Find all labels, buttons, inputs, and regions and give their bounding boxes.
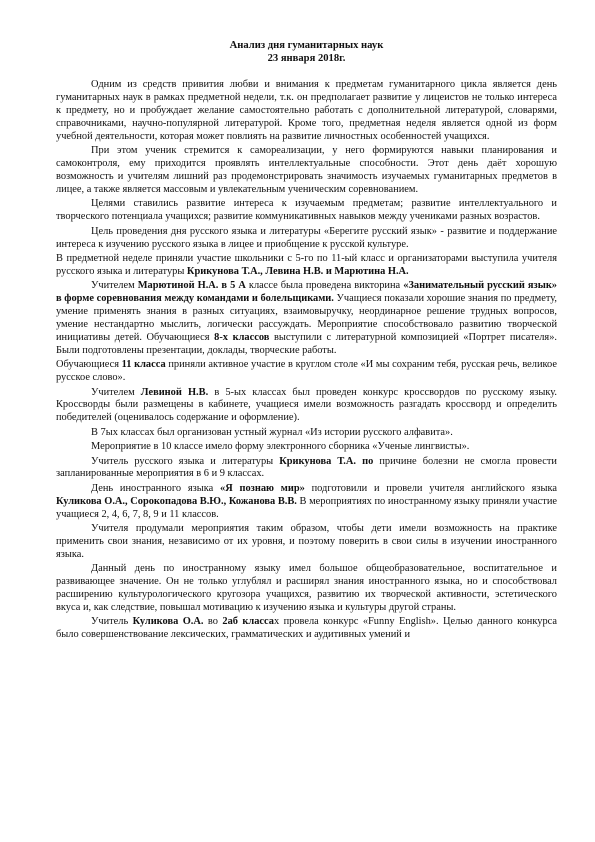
p15-teacher: Куликова О.А.: [132, 616, 204, 628]
document-title: [56, 40, 557, 65]
p6-text-f: Учащиеся показали хорошие знания по предмету, умение применять знания в разных ситуациях, взаимовыручку, неординарное решение трудных вопросов, умение нестандартно мыслить, логически рассуждать. Мероприятие способствовало развитию творческой инициативы детей. Обучающиеся: [56, 293, 557, 343]
p6-text-a: Учителем: [91, 280, 138, 292]
p12-text-c: подготовили и провели учителя английского языка: [304, 482, 557, 494]
paragraph-10: Мероприятие в 10 классе имело форму электронного сборника «Ученые лингвисты».: [91, 441, 470, 453]
p7-grade: 11 класса: [121, 359, 166, 371]
p15-grade: 2аб класса: [222, 616, 274, 628]
p11-text-c: причине болезни не смогла провести запланированные мероприятия в 6 и 9 классах.: [56, 455, 557, 480]
p6-quiz-name: «Занимательный русский язык»: [403, 280, 557, 292]
p6-text-h: выступили с литературной композицией «Портрет писателя». Были подготовлены презентации, доклады, творческие работы.: [56, 331, 557, 356]
p12-teachers: Куликова О.А., Сорокопадова В.Ю., Кожанова В.В.: [56, 495, 297, 507]
p12-text-e: В мероприятиях по иностранному языку приняли участие учащиеся 2, 4, 6, 7, 8, 9 и 11 классов.: [56, 495, 557, 520]
title-line-1: Анализ дня гуманитарных наук: [229, 40, 384, 51]
p5-text: В предметной неделе приняли участие школьники с 5-го по 11-ый класс и организаторами выступила учителя русского языка и литературы: [56, 252, 557, 277]
p12-event-name: «Я познаю мир»: [220, 482, 305, 494]
paragraph-13: Учителя продумали мероприятия таким образом, чтобы дети имели возможность на практике применить свои знания, независимо от их уровня, и поэтому поверить в свои силы в изучении иностранного языка.: [56, 523, 557, 560]
p8-text-c: в 5-ых классах был проведен конкурс кроссвордов по русскому языку. Кроссворды были размещены в кабинете, учащиеся имели возможность разгадать кроссворд и определить победителей (оценивалось содержание и оформление).: [56, 386, 557, 424]
paragraph-3: Целями ставились развитие интереса к изучаемым предметам; развитие интеллектуального и творческого потенциала учащихся; развитие коммуникативных навыков между учениками разных возрастов.: [56, 198, 557, 223]
p6-text-c: классе была проведена викторина: [245, 280, 404, 292]
paragraph-11: [56, 456, 557, 482]
p6-teacher-class: Марютиной Н.А. в 5 А: [137, 280, 246, 292]
paragraph-8: [56, 387, 557, 426]
p15-text-c: во: [203, 616, 223, 628]
paragraph-15: [56, 616, 557, 642]
paragraph-5: [56, 253, 557, 279]
p15-text-e: х провела конкурс «Funny English». Целью данного конкурса было совершенствование лексических, грамматических и аудитивных умений и: [56, 616, 557, 641]
paragraph-7: [56, 359, 557, 385]
paragraph-12: [56, 483, 557, 522]
title-line-2: 23 января 2018г.: [267, 52, 346, 64]
paragraph-6: [56, 280, 557, 357]
p11-text-a: Учитель русского языка и литературы: [91, 455, 280, 467]
p8-teacher: Левиной Н.В.: [140, 386, 209, 398]
paragraph-9: В 7ых классах был организован устный журнал «Из истории русского алфавита».: [91, 426, 453, 438]
p15-text-a: Учитель: [91, 616, 133, 628]
p12-text-a: День иностранного языка: [91, 482, 221, 494]
p5-teachers: Крикунова Т.А., Левина Н.В. и Марютина Н.А.: [186, 265, 409, 277]
paragraph-1: Одним из средств привития любви и внимания к предметам гуманитарного цикла является день гуманитарных наук в рамках предметной недели, т.к. он предполагает развитие у лицеистов не только интереса к предмету, но и пробуждает желание самостоятельно работать с дополнительной литературой, словарями, справочниками, научно-популярной литературой. Кроме того, предметная неделя является одной из форм учебной деятельности, которая может повлиять на развитие личностных особенностей учащихся.: [56, 79, 557, 142]
p11-teacher: Крикунова Т.А. по: [279, 455, 374, 467]
p7-text-a: Обучающиеся: [56, 359, 122, 371]
p7-text-c: приняли активное участие в круглом столе «И мы сохраним тебя, русская речь, великое русское слово».: [56, 359, 557, 384]
paragraph-14: Данный день по иностранному языку имел большое общеобразовательное, воспитательное и развивающее значение. Он не только углублял и расширял знания иностранного языка, но и способствовал расширению культурологического кругозора учащихся, развитию их творческой активности, эстетического вкуса и, как следствие, повышал мотивацию к изучению языка и культуры другой страны.: [56, 563, 557, 614]
p8-text-a: Учителем: [91, 386, 141, 398]
p6-text-e: в форме соревнования между командами и болельщиками.: [56, 293, 334, 305]
paragraph-2: При этом ученик стремится к самореализации, у него формируются навыки планирования и самоконтроля, ему приходится проявлять интеллектуальные способности. Этот день даёт хорошую возможность и учителям лишний раз продемонстрировать значимость изучаемых гуманитарных предметов в лицее, а также является массовым и увлекательным ученическим соревнованием.: [56, 145, 557, 195]
paragraph-4: Цель проведения дня русского языка и литературы «Берегите русский язык» - развитие и поддержание интереса к изучению русского языка в лицее и приобщение к русской культуре.: [56, 225, 557, 250]
p6-grade: 8-х классов: [214, 331, 270, 343]
